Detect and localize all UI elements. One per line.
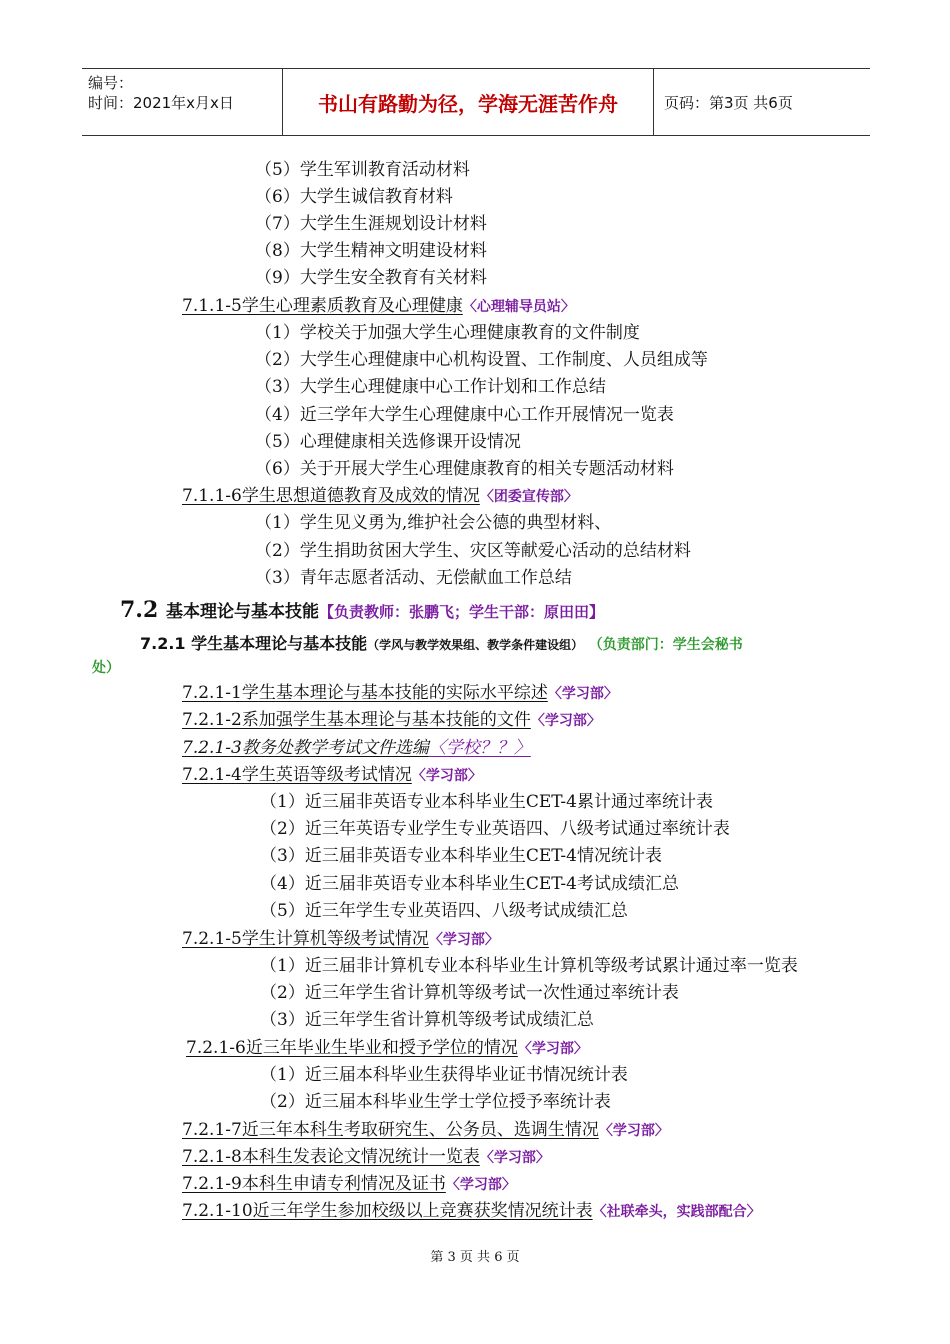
list-item: （5）心理健康相关选修课开设情况 bbox=[255, 432, 521, 452]
heading-subtitle: （学风与教学效果组、教学条件建设组） bbox=[367, 638, 584, 652]
section-7212 bbox=[182, 708, 601, 733]
time-label: 时间：2021年x月x日 bbox=[88, 94, 234, 112]
heading-number: 7.2 bbox=[120, 597, 159, 623]
section-7211 bbox=[182, 681, 618, 706]
section-title: 7.2.1-4学生英语等级考试情况 bbox=[182, 765, 412, 785]
list-item: （7）大学生生涯规划设计材料 bbox=[255, 214, 487, 234]
section-title: 7.2.1-5学生计算机等级考试情况 bbox=[182, 929, 429, 949]
section-72110 bbox=[182, 1199, 761, 1224]
page-header bbox=[82, 68, 870, 136]
section-title: 7.2.1-6近三年毕业生毕业和授予学位的情况 bbox=[186, 1038, 518, 1058]
list-item: （2）近三年学生省计算机等级考试一次性通过率统计表 bbox=[260, 983, 679, 1003]
heading-7-2 bbox=[120, 596, 604, 626]
section-tag: 〈学习部〉 bbox=[598, 1123, 669, 1139]
section-tag: 〈社联牵头，实践部配合〉 bbox=[592, 1204, 761, 1220]
section-7216 bbox=[186, 1036, 588, 1061]
list-item: （3）近三届非英语专业本科毕业生CET-4情况统计表 bbox=[260, 846, 662, 866]
section-tag: 〈心理辅导员站〉 bbox=[462, 299, 575, 315]
list-item: （1）近三届非计算机专业本科毕业生计算机等级考试累计通过率一览表 bbox=[260, 956, 798, 976]
list-item: （1）近三届非英语专业本科毕业生CET-4累计通过率统计表 bbox=[260, 792, 713, 812]
section-title: 7.2.1-2系加强学生基本理论与基本技能的文件 bbox=[182, 710, 531, 730]
section-7218 bbox=[182, 1145, 550, 1170]
section-tag: 〈学习部〉 bbox=[547, 686, 618, 702]
list-item: （1）近三届本科毕业生获得毕业证书情况统计表 bbox=[260, 1065, 628, 1085]
list-item: （4）近三届非英语专业本科毕业生CET-4考试成绩汇总 bbox=[260, 874, 679, 894]
section-title: 7.2.1-10近三年学生参加校级以上竞赛获奖情况统计表 bbox=[182, 1201, 593, 1221]
header-motto: 书山有路勤为径，学海无涯苦作舟 bbox=[282, 69, 654, 135]
section-7214 bbox=[182, 763, 482, 788]
list-item: （5）近三年学生专业英语四、八级考试成绩汇总 bbox=[260, 901, 628, 921]
heading-tag: 【负责教师：张鹏飞；学生干部：原田田】 bbox=[318, 603, 604, 621]
section-title: 7.1.1-6学生思想道德教育及成效的情况 bbox=[182, 486, 480, 506]
list-item: （2）学生捐助贫困大学生、灾区等献爱心活动的总结材料 bbox=[255, 541, 691, 561]
heading-dept-cont: 处） bbox=[92, 660, 120, 676]
list-item: （2）近三届本科毕业生学士学位授予率统计表 bbox=[260, 1092, 611, 1112]
list-item: （9）大学生安全教育有关材料 bbox=[255, 268, 487, 288]
list-item: （2）大学生心理健康中心机构设置、工作制度、人员组成等 bbox=[255, 350, 708, 370]
section-tag: 〈学习部〉 bbox=[428, 932, 499, 948]
section-title: 7.2.1-3教务处教学考试文件选编 bbox=[182, 738, 429, 758]
header-page-info: 页码：第3页 共6页 bbox=[664, 93, 793, 112]
list-item: （1）学校关于加强大学生心理健康教育的文件制度 bbox=[255, 323, 640, 343]
section-title: 7.1.1-5学生心理素质教育及心理健康 bbox=[182, 296, 463, 316]
section-7213 bbox=[182, 736, 531, 760]
list-item: （1）学生见义勇为,维护社会公德的典型材料、 bbox=[255, 513, 612, 533]
list-item: （2）近三年英语专业学生专业英语四、八级考试通过率统计表 bbox=[260, 819, 730, 839]
heading-title: 基本理论与基本技能 bbox=[165, 602, 319, 622]
list-item: （3）大学生心理健康中心工作计划和工作总结 bbox=[255, 377, 606, 397]
section-tag: 〈学习部〉 bbox=[530, 713, 601, 729]
section-7217 bbox=[182, 1118, 669, 1143]
list-item: （3）青年志愿者活动、无偿献血工作总结 bbox=[255, 568, 572, 588]
header-meta bbox=[82, 69, 282, 135]
section-tag: 〈学习部〉 bbox=[479, 1150, 550, 1166]
list-item: （6）关于开展大学生心理健康教育的相关专题活动材料 bbox=[255, 459, 674, 479]
list-item: （4）近三学年大学生心理健康中心工作开展情况一览表 bbox=[255, 405, 674, 425]
section-tag: 〈学习部〉 bbox=[411, 768, 482, 784]
number-label: 编号： bbox=[88, 74, 134, 92]
list-item: （3）近三年学生省计算机等级考试成绩汇总 bbox=[260, 1010, 594, 1030]
heading-7-2-1 bbox=[140, 632, 743, 657]
list-item: （8）大学生精神文明建设材料 bbox=[255, 241, 487, 261]
list-item: （5）学生军训教育活动材料 bbox=[255, 160, 470, 180]
section-title: 7.2.1-8本科生发表论文情况统计一览表 bbox=[182, 1147, 480, 1167]
section-tag: 〈学习部〉 bbox=[517, 1041, 588, 1057]
section-tag: 〈学校？？〉 bbox=[428, 738, 531, 758]
section-title: 7.2.1-1学生基本理论与基本技能的实际水平综述 bbox=[182, 683, 548, 703]
section-tag: 〈团委宣传部〉 bbox=[479, 489, 578, 505]
heading-title: 7.2.1 学生基本理论与基本技能 bbox=[140, 634, 368, 653]
section-tag: 〈学习部〉 bbox=[445, 1177, 516, 1193]
page-footer: 第 3 页 共 6 页 bbox=[430, 1250, 520, 1265]
section-7115 bbox=[182, 294, 575, 319]
heading-dept: （负责部门：学生会秘书 bbox=[588, 637, 743, 653]
section-title: 7.2.1-9本科生申请专利情况及证书 bbox=[182, 1174, 446, 1194]
list-item: （6）大学生诚信教育材料 bbox=[255, 187, 453, 207]
section-7219 bbox=[182, 1172, 516, 1197]
section-7215 bbox=[182, 927, 499, 952]
section-title: 7.2.1-7近三年本科生考取研究生、公务员、选调生情况 bbox=[182, 1120, 599, 1140]
section-7116 bbox=[182, 484, 578, 509]
